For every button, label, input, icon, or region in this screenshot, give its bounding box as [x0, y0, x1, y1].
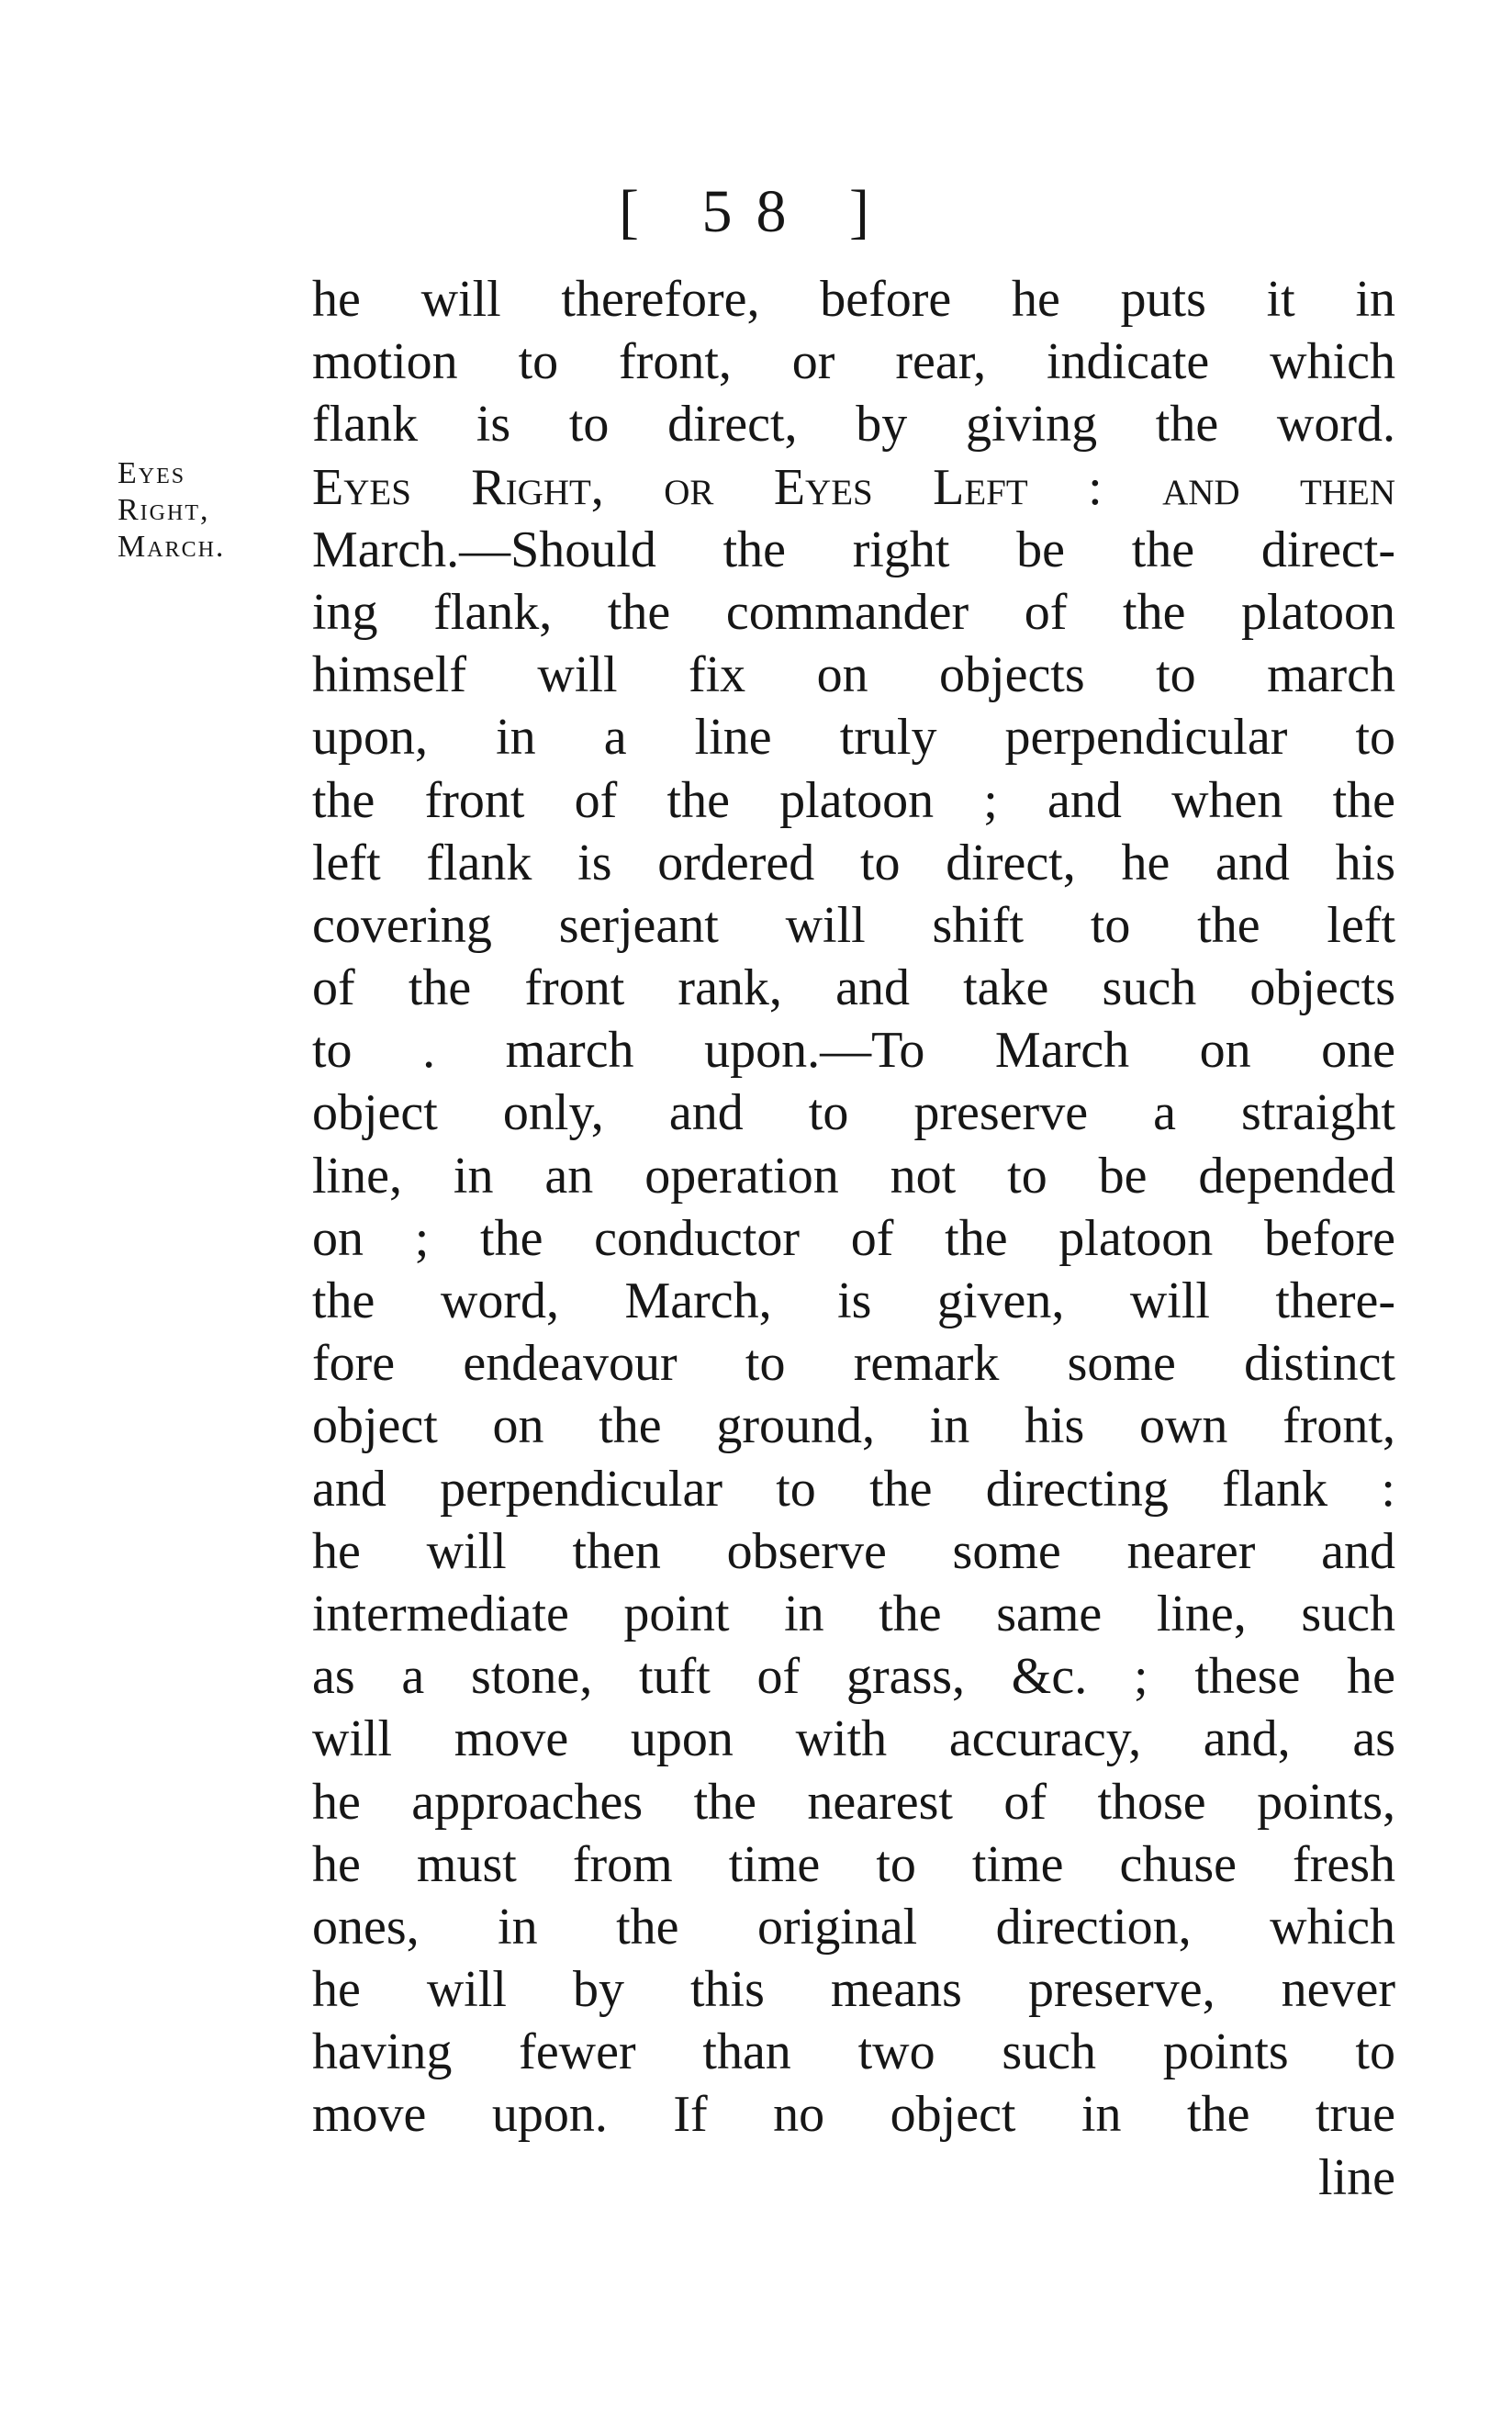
text-line: the front of the platoon ; and when the — [312, 771, 1395, 829]
text-line: flank is to direct, by giving the word. — [312, 396, 1395, 454]
text-line: left flank is ordered to direct, he and his — [312, 834, 1395, 891]
text-line: himself will fix on objects to march — [312, 646, 1395, 704]
text-line: ones, in the original direction, which — [312, 1898, 1395, 1956]
text-line: will move upon with accuracy, and, as — [312, 1710, 1395, 1768]
text-line: fore endeavour to remark some distinct — [312, 1335, 1395, 1393]
text-line: and perpendicular to the directing flank : — [312, 1460, 1395, 1518]
text-line: he will therefore, before he puts it in — [312, 271, 1395, 328]
text-line: he approaches the nearest of those points, — [312, 1773, 1395, 1831]
text-line: move upon. If no object in the true — [312, 2086, 1395, 2144]
text-line: object only, and to preserve a straight — [312, 1084, 1395, 1142]
margin-note-line: Right, — [118, 493, 210, 527]
margin-note-line: Eyes — [118, 456, 186, 490]
text-line: to . march upon.—To March on one — [312, 1022, 1395, 1080]
text-line: he will then observe some nearer and — [312, 1522, 1395, 1580]
text-line: as a stone, tuft of grass, &c. ; these he — [312, 1648, 1395, 1706]
text-line: covering serjeant will shift to the left — [312, 896, 1395, 954]
page-number: [ 58 ] — [619, 178, 893, 245]
margin-note — [118, 455, 225, 566]
text-line: he will by this means preserve, never — [312, 1961, 1395, 2019]
text-line: upon, in a line truly perpendicular to — [312, 709, 1395, 767]
text-line: he must from time to time chuse fresh — [312, 1835, 1395, 1893]
body-text — [312, 268, 1395, 2209]
text-line: March.—Should the right be the direct- — [312, 521, 1395, 578]
text-line: the word, March, is given, will there- — [312, 1272, 1395, 1329]
text-line: having fewer than two such points to — [312, 2023, 1395, 2081]
text-line: ing flank, the commander of the platoon — [312, 583, 1395, 641]
text-line: of the front rank, and take such objects — [312, 959, 1395, 1017]
text-line: on ; the conductor of the platoon before — [312, 1209, 1395, 1267]
catchword: line — [1318, 2148, 1395, 2206]
text-line: line, in an operation not to be depended — [312, 1147, 1395, 1205]
text-line: Eyes Right, or Eyes Left : and then — [312, 458, 1395, 516]
margin-note-line: March. — [118, 530, 226, 564]
text-line: object on the ground, in his own front, — [312, 1397, 1395, 1455]
text-line: motion to front, or rear, indicate which — [312, 333, 1395, 391]
text-line: intermediate point in the same line, such — [312, 1585, 1395, 1642]
